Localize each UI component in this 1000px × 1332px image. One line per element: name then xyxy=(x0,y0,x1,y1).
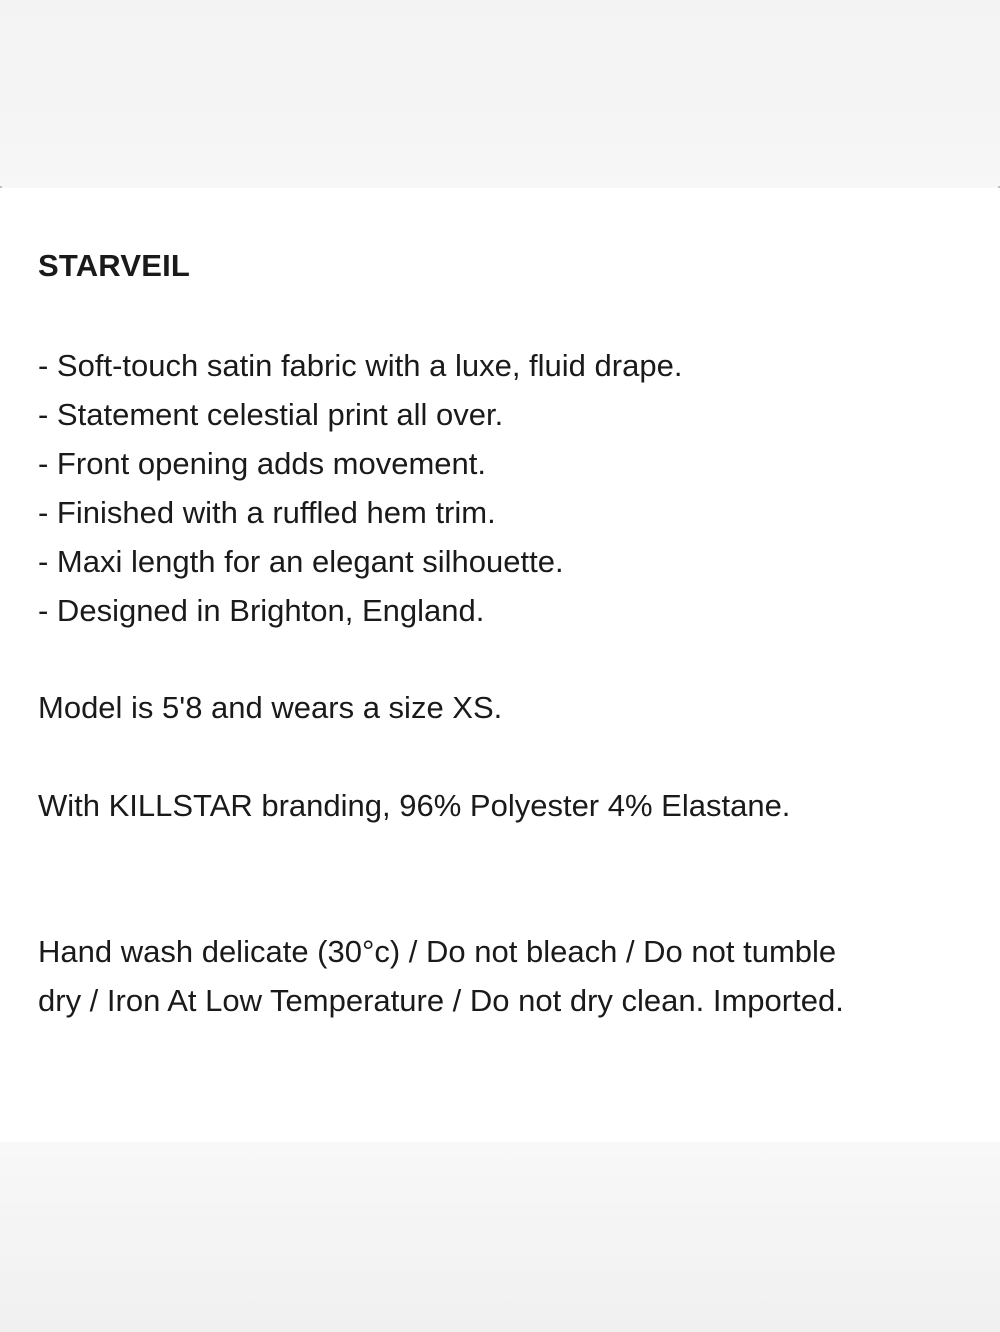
feature-item: - Front opening adds movement. xyxy=(38,446,487,481)
product-title: STARVEIL xyxy=(38,248,191,283)
care-line: Hand wash delicate (30°c) / Do not bleach / Do not tumble xyxy=(38,934,837,969)
top-background-band xyxy=(0,0,1000,188)
bottom-background-band xyxy=(0,1142,1000,1332)
feature-item: - Designed in Brighton, England. xyxy=(38,593,485,628)
feature-item: - Maxi length for an elegant silhouette. xyxy=(38,544,564,579)
model-size-info: Model is 5'8 and wears a size XS. xyxy=(38,690,503,725)
feature-list xyxy=(38,341,682,635)
feature-item: - Statement celestial print all over. xyxy=(38,397,504,432)
care-line: dry / Iron At Low Temperature / Do not dry clean. Imported. xyxy=(38,983,844,1018)
materials-info: With KILLSTAR branding, 96% Polyester 4% Elastane. xyxy=(38,788,791,823)
feature-item: - Soft-touch satin fabric with a luxe, fluid drape. xyxy=(38,348,683,383)
care-instructions xyxy=(38,927,844,1025)
feature-item: - Finished with a ruffled hem trim. xyxy=(38,495,496,530)
